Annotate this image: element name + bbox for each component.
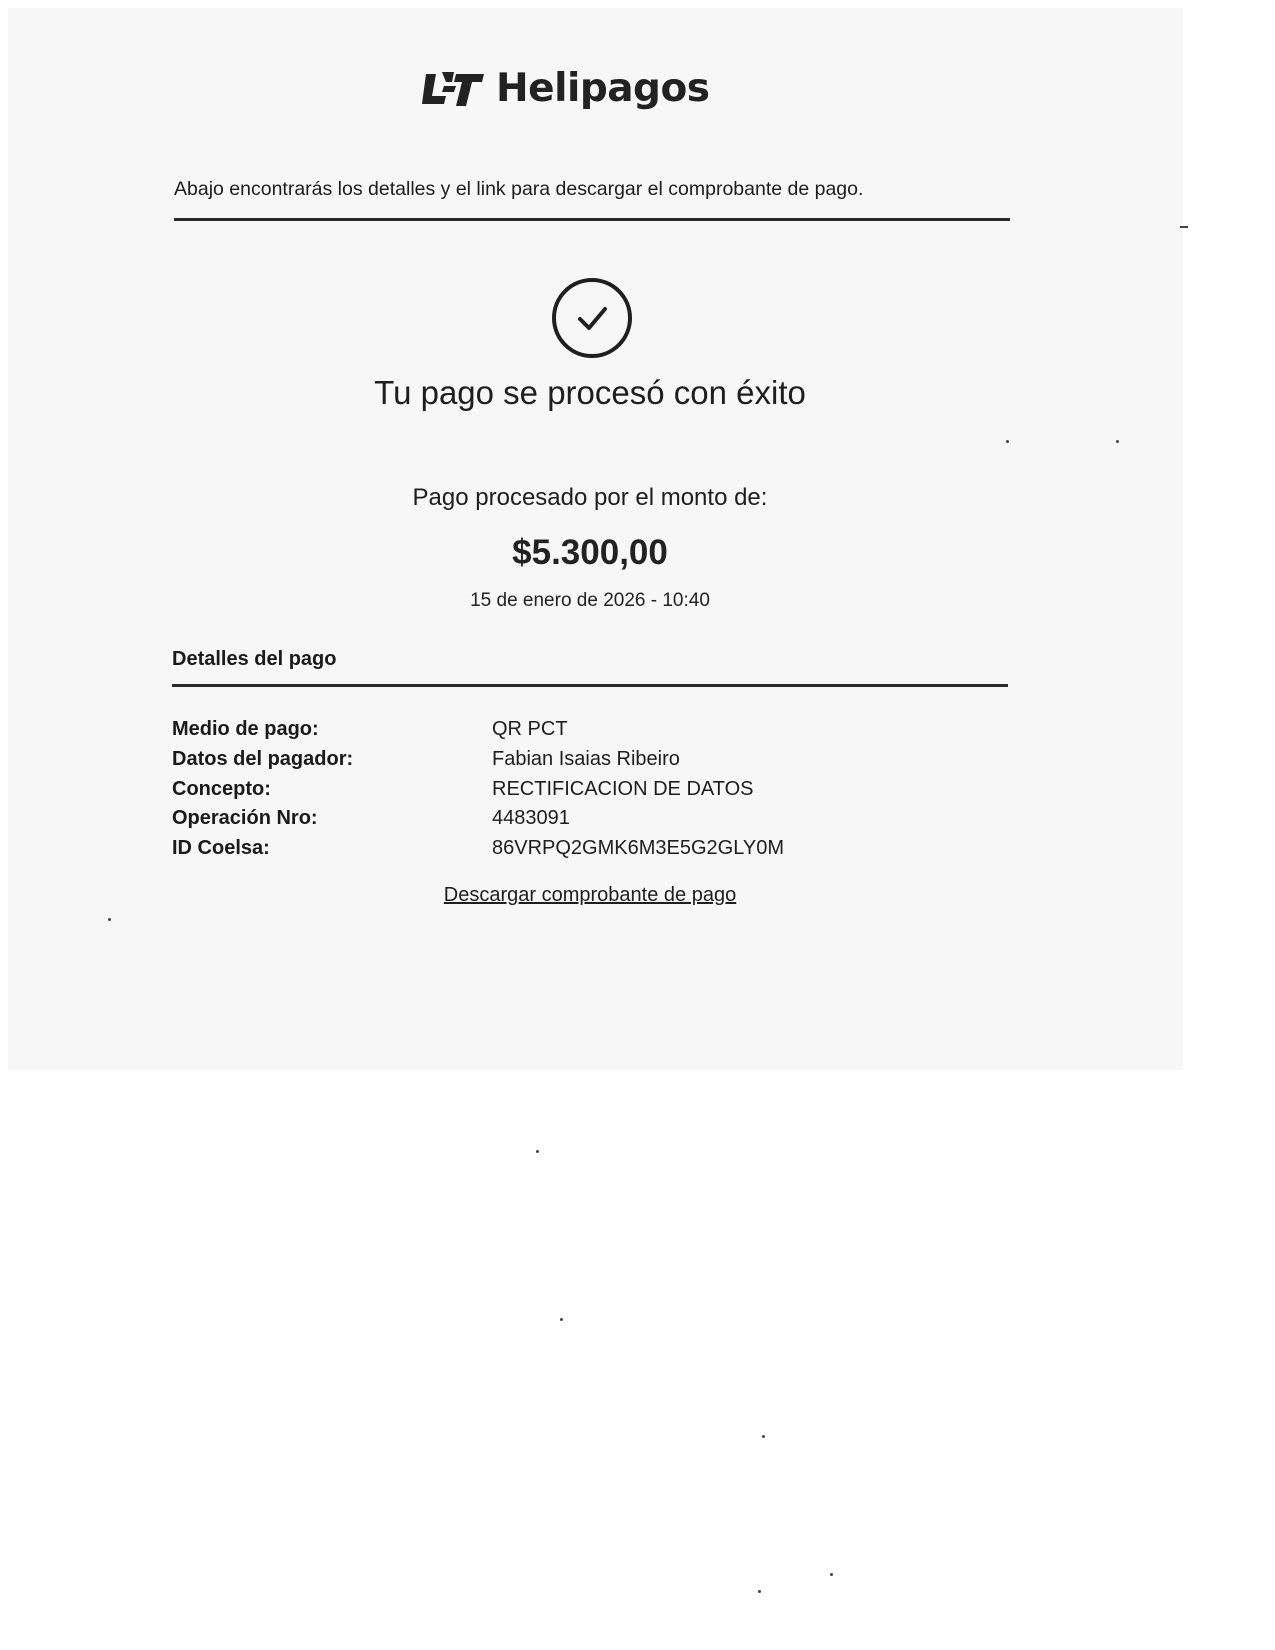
- header-divider: [174, 218, 1010, 221]
- amount-label: Pago procesado por el monto de:: [412, 484, 768, 511]
- check-circle-icon: [550, 276, 634, 360]
- detail-label: Medio de pago:: [172, 718, 319, 740]
- download-link-container: [0, 884, 1180, 907]
- status-title: Tu pago se procesó con éxito: [374, 374, 806, 411]
- brand-name: Helipagos: [496, 66, 710, 111]
- download-receipt-link[interactable]: Descargar comprobante de pago: [443, 884, 737, 906]
- detail-value: 86VRPQ2GMK6M3E5G2GLY0M: [492, 837, 784, 859]
- detail-label: Operación Nro:: [172, 807, 318, 829]
- detail-label: ID Coelsa:: [172, 837, 270, 859]
- detail-label: Datos del pagador:: [172, 748, 354, 770]
- intro-text: Abajo encontrarás los detalles y el link para descargar el comprobante de pago.: [174, 178, 864, 200]
- detail-value: 4483091: [492, 807, 570, 829]
- details-divider: [172, 684, 1008, 687]
- detail-value: RECTIFICACION DE DATOS: [492, 778, 754, 800]
- payment-datetime: 15 de enero de 2026 - 10:40: [470, 590, 710, 611]
- detail-value: QR PCT: [492, 718, 568, 740]
- brand-logo: [420, 66, 710, 111]
- helipagos-logo-icon: [420, 68, 486, 110]
- payment-amount: $5.300,00: [512, 533, 668, 572]
- detail-value: Fabian Isaias Ribeiro: [492, 748, 680, 770]
- detail-label: Concepto:: [172, 778, 271, 800]
- details-title: Detalles del pago: [172, 648, 337, 670]
